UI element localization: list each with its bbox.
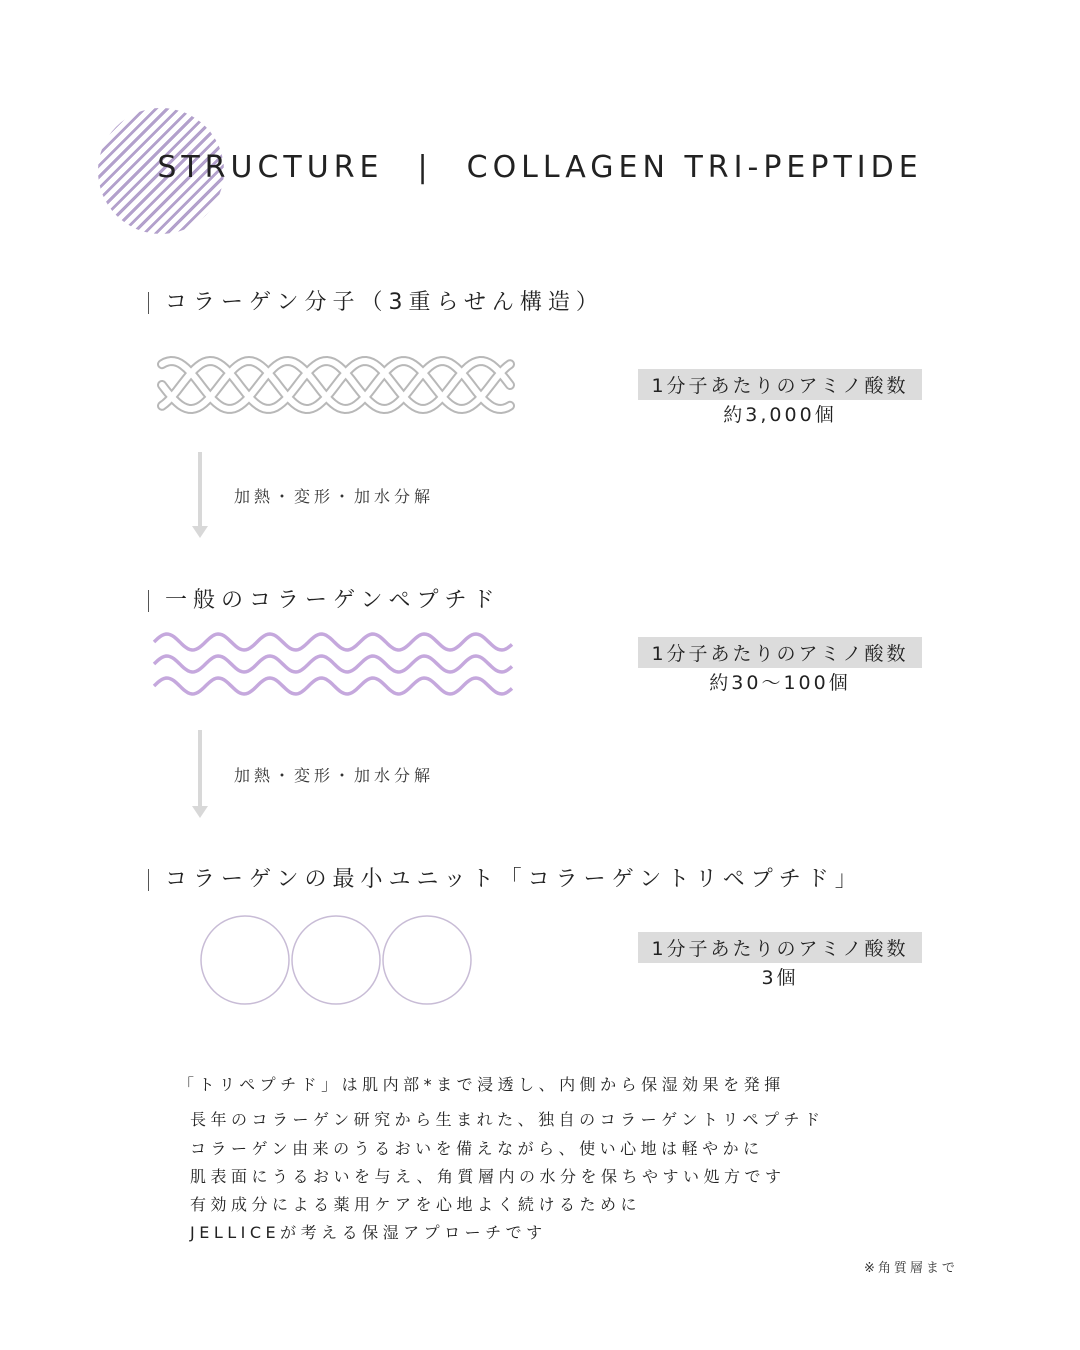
arrow-down-icon bbox=[192, 526, 208, 538]
amino-value-2: 約30〜100個 bbox=[709, 672, 851, 694]
amino-label-1: 1分子あたりのアミノ酸数 bbox=[638, 369, 922, 400]
amino-value-1: 約3,000個 bbox=[723, 404, 837, 426]
amino-label-3: 1分子あたりのアミノ酸数 bbox=[638, 932, 922, 963]
tripeptide-circles-illustration bbox=[195, 910, 485, 1010]
section-heading-collagen-molecule: コラーゲン分子（3重らせん構造） bbox=[148, 292, 604, 314]
arrow-line-2 bbox=[198, 730, 202, 808]
description-line-2: コラーゲン由来のうるおいを備えながら、使い心地は軽やかに bbox=[190, 1139, 764, 1158]
process-label-2: 加熱・変形・加水分解 bbox=[234, 766, 435, 785]
description-line-5: JELLICEが考える保湿アプローチです bbox=[190, 1223, 547, 1242]
description-line-3: 肌表面にうるおいを与え、角質層内の水分を保ちやすい処方です bbox=[190, 1167, 786, 1186]
amino-circle-3 bbox=[383, 916, 471, 1004]
arrow-down-icon bbox=[192, 806, 208, 818]
description-lead: 「トリペプチド」は肌内部*まで浸透し、内側から保湿効果を発揮 bbox=[178, 1075, 785, 1094]
amino-label-2: 1分子あたりのアミノ酸数 bbox=[638, 637, 922, 668]
page-title bbox=[0, 150, 1080, 185]
arrow-line-1 bbox=[198, 452, 202, 528]
triple-helix-illustration bbox=[150, 345, 530, 425]
wave-line bbox=[154, 656, 512, 672]
amino-value-3: 3個 bbox=[761, 967, 799, 989]
amino-circle-2 bbox=[292, 916, 380, 1004]
wave-lines-illustration bbox=[150, 628, 520, 704]
title-structure: STRUCTURE bbox=[157, 150, 384, 185]
description-line-4: 有効成分による薬用ケアを心地よく続けるために bbox=[190, 1195, 642, 1214]
footnote: ※角質層まで bbox=[864, 1261, 958, 1276]
title-separator: | bbox=[417, 150, 433, 185]
wave-line bbox=[154, 678, 512, 694]
process-label-1: 加熱・変形・加水分解 bbox=[234, 487, 435, 506]
section-heading-tripeptide: コラーゲンの最小ユニット「コラーゲントリペプチド」 bbox=[148, 869, 863, 891]
description-line-1: 長年のコラーゲン研究から生まれた、独自のコラーゲントリペプチド bbox=[190, 1110, 825, 1129]
amino-circle-1 bbox=[201, 916, 289, 1004]
title-collagen-tri-peptide: COLLAGEN TRI-PEPTIDE bbox=[466, 150, 923, 185]
wave-line bbox=[154, 634, 512, 650]
section-heading-collagen-peptide: 一般のコラーゲンペプチド bbox=[148, 590, 501, 612]
